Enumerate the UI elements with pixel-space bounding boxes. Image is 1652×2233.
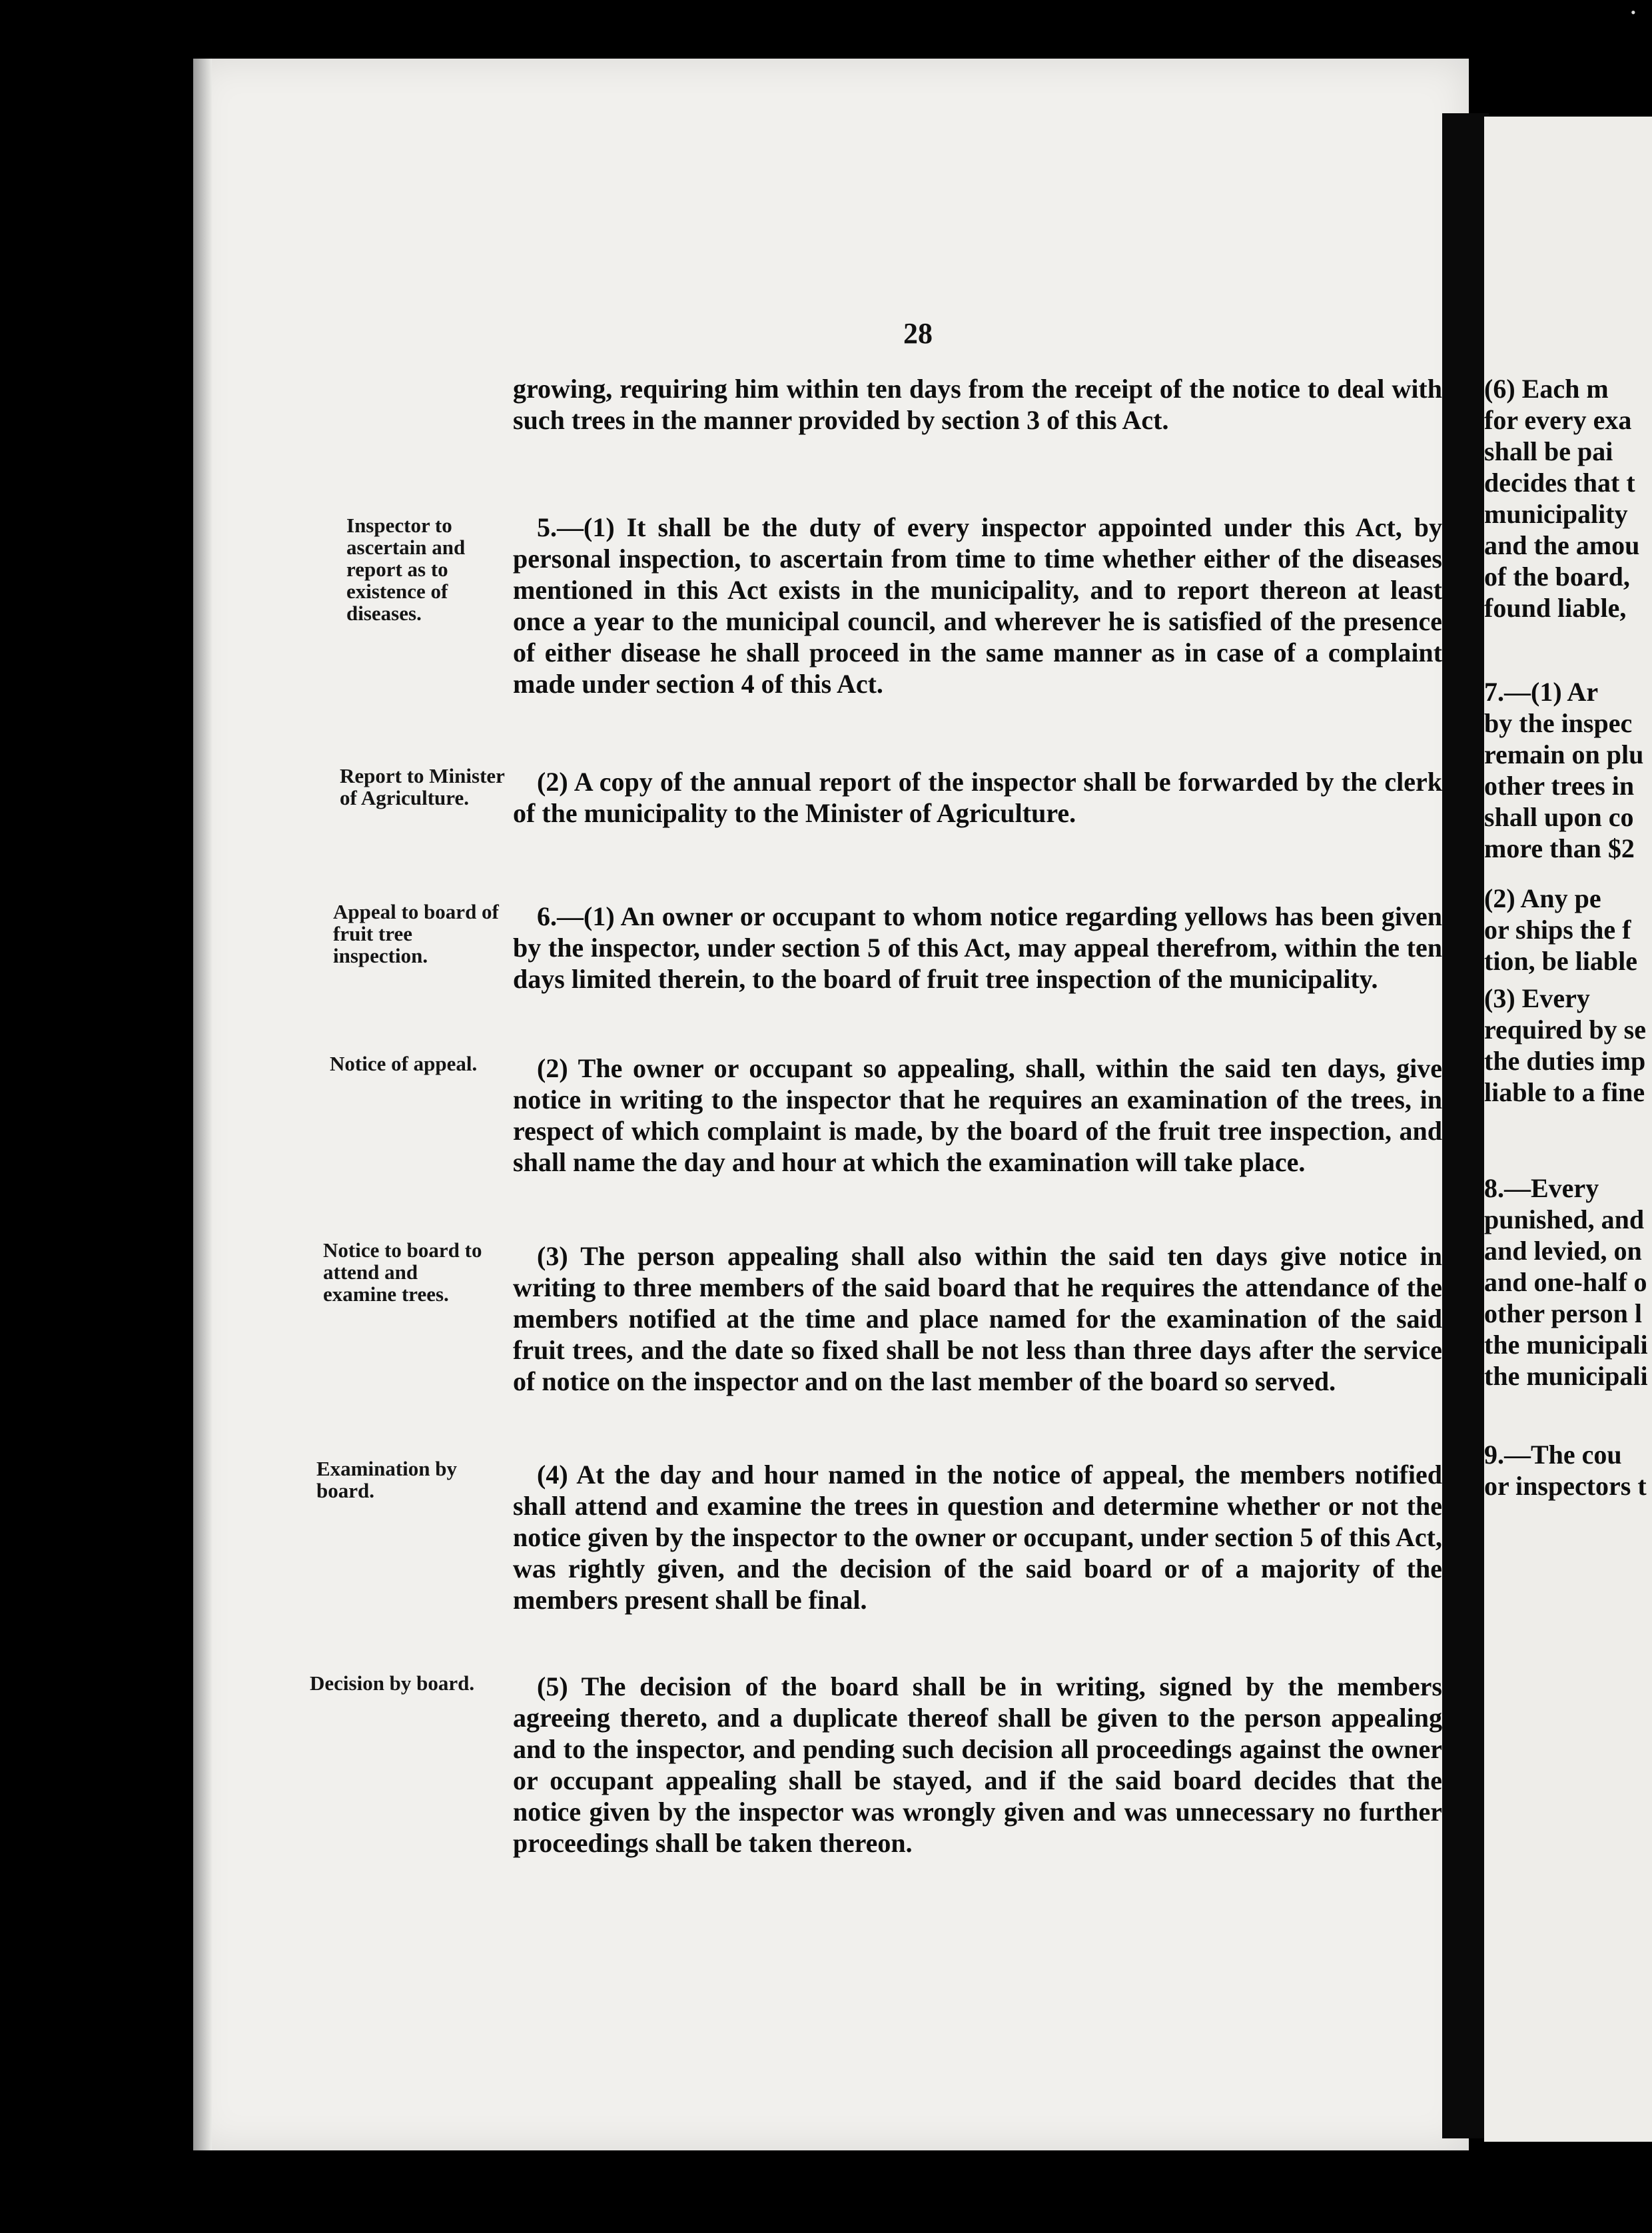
section-paragraph (513, 1240, 1442, 1397)
paragraph-text: (2) The owner or occupant so appealing, shall, within the said ten days, give notice in writing to the inspector that he requires an examination of the trees, in respect of which complaint is made, by the board of the fruit tree inspection, and shall name the day and hour at which the examination will take place. (513, 1053, 1442, 1177)
facing-line: or ships the f (1484, 915, 1631, 945)
margin-note: Appeal to board of fruit tree inspection. (333, 900, 499, 967)
paragraph-text: (4) At the day and hour named in the notice of appeal, the members notified shall attend and examine the trees in question and determine whether or not the notice given by the inspector to the owner or occupant, under section 5 of this Act, was rightly given, and the decision of the said board or of a majority of the members present shall be final. (513, 1460, 1442, 1615)
facing-line: liable to a fine (1484, 1077, 1645, 1107)
right-column-group-6 (1484, 1439, 1652, 1502)
continuation-paragraph (513, 373, 1442, 436)
right-column-group-1 (1484, 373, 1652, 624)
paragraph-text: (3) The person appealing shall also within the said ten days give notice in writing to three members of the said board that he requires the attendance of the members notified at the time and place named for the examination of the said fruit trees, and the date so fixed shall be not less than three days after the service of notice on the inspector and on the last member of the board so served. (513, 1241, 1442, 1396)
right-column-group-4 (1484, 983, 1652, 1108)
facing-line: tion, be liable (1484, 946, 1638, 976)
facing-line: remain on plu (1484, 739, 1644, 769)
section-paragraph (513, 901, 1442, 995)
facing-line: the municipali (1484, 1361, 1648, 1391)
facing-line: more than $2 (1484, 833, 1635, 863)
facing-line: other trees in (1484, 771, 1635, 801)
paragraph-text: 5.—(1) It shall be the duty of every inspector appointed under this Act, by personal inspection, to ascertain from time to time whether either of the diseases mentioned in this Act exists in the municipality, and to report thereon at least once a year to the municipal council, and wherever he is satisfied of the presence of either disease he shall proceed in the same manner as in case of a complaint made under section 4 of this Act. (513, 512, 1442, 699)
facing-line: and levied, on (1484, 1236, 1642, 1266)
facing-line: and one-half o (1484, 1267, 1647, 1297)
facing-line: found liable, (1484, 593, 1627, 623)
section-paragraph (513, 512, 1442, 699)
facing-line: shall upon co (1484, 802, 1634, 832)
facing-line: for every exa (1484, 405, 1632, 435)
facing-line: of the board, (1484, 562, 1630, 592)
facing-line: decides that t (1484, 468, 1635, 498)
paragraph-text: growing, requiring him within ten days from the receipt of the notice to deal with such trees in the manner provided by section 3 of this Act. (513, 374, 1442, 435)
section-paragraph (513, 1459, 1442, 1615)
facing-line: shall be pai (1484, 436, 1613, 466)
paragraph-text: (5) The decision of the board shall be in writing, signed by the members agreeing thereto, and a duplicate thereof shall be given to the person appealing and to the inspector, and pending such decision all proceedings against the owner or occupant appealing shall be stayed, and if the said board decides that the notice given by the inspector was wrongly given and was unnecessary no further proceedings shall be taken thereon. (513, 1671, 1442, 1858)
facing-line: other person l (1484, 1298, 1643, 1328)
section-paragraph (513, 1053, 1442, 1178)
section-paragraph (513, 1671, 1442, 1859)
facing-line: 7.—(1) Ar (1484, 677, 1599, 707)
right-column-group-2 (1484, 676, 1652, 864)
facing-line: the duties imp (1484, 1046, 1646, 1076)
facing-line: the municipali (1484, 1330, 1648, 1360)
right-column-group-5 (1484, 1172, 1652, 1392)
facing-line: by the inspec (1484, 708, 1633, 738)
facing-line: (2) Any pe (1484, 883, 1601, 913)
margin-note: Examination by board. (316, 1457, 458, 1502)
section-paragraph (513, 766, 1442, 829)
facing-line: (3) Every (1484, 983, 1590, 1013)
right-page-fragment (1484, 117, 1652, 2142)
book-gutter (1442, 113, 1489, 2138)
right-column-group-3 (1484, 883, 1652, 977)
facing-line: municipality (1484, 499, 1628, 529)
margin-note: Notice of appeal. (330, 1052, 478, 1075)
facing-line: 8.—Every (1484, 1173, 1599, 1203)
paragraph-text: (2) A copy of the annual report of the inspector shall be forwarded by the clerk of the municipality to the Minister of Agriculture. (513, 767, 1442, 828)
margin-note: Decision by board. (310, 1671, 475, 1695)
facing-line: (6) Each m (1484, 374, 1609, 404)
paragraph-text: 6.—(1) An owner or occupant to whom notice regarding yellows has been given by the inspector, under section 5 of this Act, may appeal therefrom, within the ten days limited therein, to the board of fruit tree inspection of the municipality. (513, 901, 1442, 994)
facing-line: or inspectors t (1484, 1471, 1647, 1501)
page-number: 28 (903, 317, 933, 350)
facing-line: required by se (1484, 1015, 1646, 1045)
margin-note: Inspector to ascertain and report as to existence of diseases. (346, 514, 466, 625)
margin-note: Notice to board to attend and examine trees. (323, 1238, 482, 1306)
scan-artifact: • (1631, 4, 1636, 21)
facing-line: punished, and (1484, 1204, 1645, 1234)
facing-line: 9.—The cou (1484, 1440, 1622, 1470)
facing-line: and the amou (1484, 530, 1640, 560)
margin-note: Report to Minister of Agriculture. (340, 764, 505, 809)
